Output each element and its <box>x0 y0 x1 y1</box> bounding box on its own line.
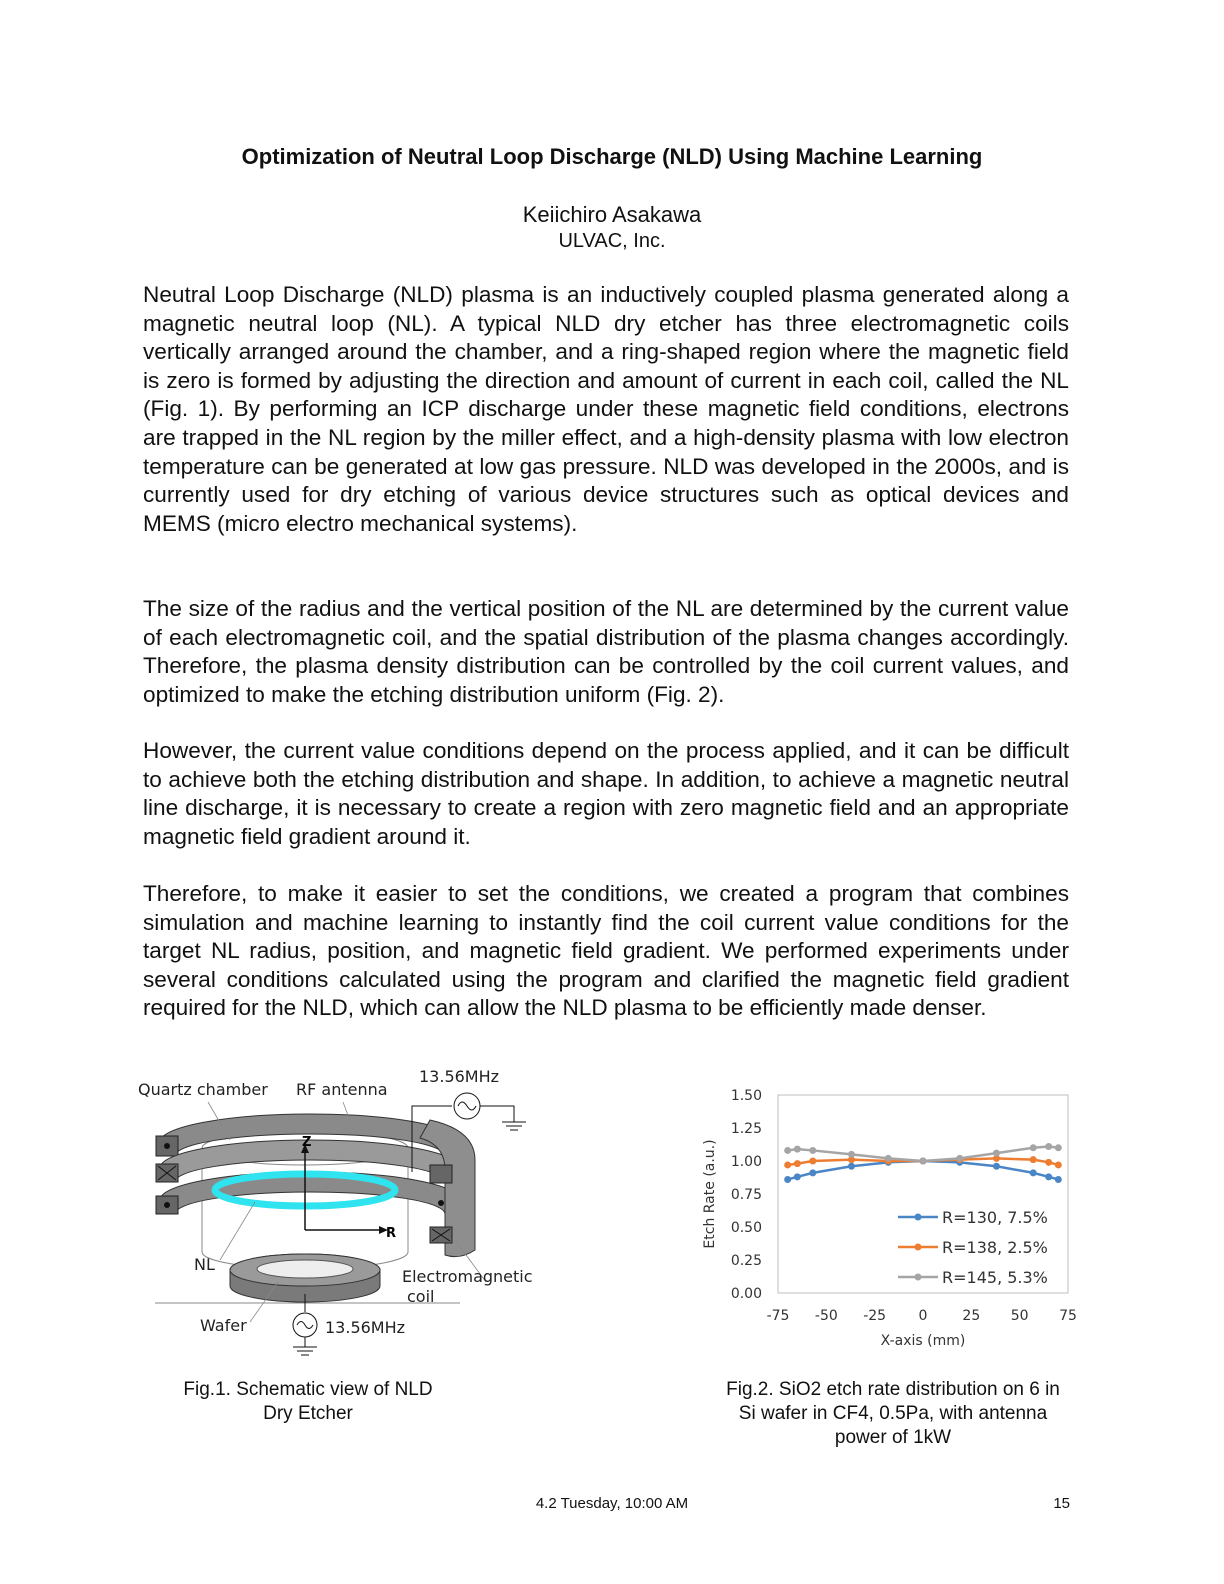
chart-x-axis-label: X-axis (mm) <box>880 1333 966 1349</box>
chart-data-point <box>885 1155 892 1162</box>
body-paragraph: Neutral Loop Discharge (NLD) plasma is an inductively coupled plasma generated along a magnetic neutral loop (NL). A typical NLD dry etcher has three electromagnetic coils vertically arranged around the chamber, and a ring-shaped region where the magnetic field is zero is formed by adjusting the direction and amount of current in each coil, called the NL (Fig. 1). By performing an ICP discharge under these magnetic field conditions, electrons are trapped in the NL region by the miller effect, and a high-density plasma with low electron temperature can be generated at low gas pressure. NLD was developed in the 2000s, and is currently used for dry etching of various device structures such as optical devices and MEMS (micro electro mechanical systems). <box>143 282 1069 536</box>
chart-data-point <box>1055 1144 1062 1151</box>
chart-legend-label: R=138, 2.5% <box>942 1238 1048 1257</box>
chart-data-point <box>809 1169 816 1176</box>
rf-frequency-bottom-label: 13.56MHz <box>325 1318 406 1337</box>
figure2-caption-line: Fig.2. SiO2 etch rate distribution on 6 in <box>726 1379 1060 1400</box>
chart-x-tick-label: -50 <box>814 1308 838 1324</box>
chart-data-point <box>794 1173 801 1180</box>
chart-x-tick-label: -25 <box>863 1308 887 1324</box>
rf-antenna-label: RF antenna <box>296 1080 388 1099</box>
quartz-chamber-label: Quartz chamber <box>138 1080 268 1099</box>
chart-data-point <box>794 1146 801 1153</box>
body-paragraph: Therefore, to make it easier to set the conditions, we created a program that combines simulation and machine learning to instantly find the coil current value conditions for the target NL radius, position, and magnetic field gradient. We performed experiments under several conditions calculated using the program and clarified the magnetic field gradient required for the NLD, which can allow the NLD plasma to be efficiently made denser. <box>143 881 1069 1021</box>
etch-rate-chart <box>690 1075 1100 1355</box>
coil-label-line2: coil <box>407 1287 435 1306</box>
chart-legend-label: R=145, 5.3% <box>942 1268 1048 1287</box>
chart-data-point <box>993 1163 1000 1170</box>
body-paragraph: However, the current value conditions depend on the process applied, and it can be difficult to achieve both the etching distribution and shape. In addition, to achieve a magnetic neutral line discharge, it is necessary to create a region with zero magnetic field and an appropriate magnetic field gradient around it. <box>143 738 1069 849</box>
chart-data-point <box>784 1176 791 1183</box>
wafer <box>257 1260 353 1278</box>
electromagnetic-coils <box>156 1114 475 1257</box>
chart-y-tick-label: 0.00 <box>730 1286 762 1302</box>
chart-y-tick-label: 0.25 <box>730 1253 762 1269</box>
body-paragraph: The size of the radius and the vertical position of the NL are determined by the current value of each electromagnetic coil, and the spatial distribution of the plasma changes accordingly. Therefore, the plasma density distribution can be controlled by the coil current values, and optimized to make the etching distribution uniform (Fig. 2). <box>143 596 1069 707</box>
chart-data-point <box>956 1155 963 1162</box>
chart-y-tick-label: 1.50 <box>730 1088 762 1104</box>
chart-y-tick-label: 0.50 <box>730 1220 762 1236</box>
chart-data-point <box>848 1163 855 1170</box>
rf-frequency-top-label: 13.56MHz <box>419 1067 500 1086</box>
chart-data-point <box>794 1160 801 1167</box>
chart-plot-area <box>778 1095 1068 1293</box>
chart-data-point <box>1030 1169 1037 1176</box>
chart-legend-marker <box>915 1244 922 1251</box>
footer-session: 4.2 Tuesday, 10:00 AM <box>535 1495 689 1512</box>
chart-data-point <box>784 1147 791 1154</box>
wafer-label: Wafer <box>200 1316 247 1335</box>
z-axis-label: Z <box>302 1135 312 1150</box>
figure1-caption <box>150 1378 466 1426</box>
chart-data-point <box>1045 1159 1052 1166</box>
nl-label: NL <box>194 1255 215 1274</box>
author-name: Keiichiro Asakawa <box>522 202 702 227</box>
figure2-caption-line: power of 1kW <box>834 1427 952 1448</box>
chart-data-point <box>920 1158 927 1165</box>
chart-y-tick-label: 0.75 <box>730 1187 762 1203</box>
chart-x-tick-label: 75 <box>1059 1308 1077 1324</box>
chart-data-point <box>784 1161 791 1168</box>
paper-title: Optimization of Neutral Loop Discharge (NLD) Using Machine Learning <box>241 144 983 169</box>
figure1-caption-line: Fig.1. Schematic view of NLD <box>183 1379 433 1400</box>
figure2-caption <box>700 1378 1086 1450</box>
chart-data-point <box>848 1151 855 1158</box>
chart-y-tick-label: 1.00 <box>730 1154 762 1170</box>
chart-legend-marker <box>915 1214 922 1221</box>
chart-data-point <box>1030 1144 1037 1151</box>
chart-x-tick-label: 25 <box>962 1308 981 1324</box>
chart-data-point <box>1055 1176 1062 1183</box>
footer-page-number: 15 <box>1053 1495 1070 1512</box>
chart-y-tick-label: 1.25 <box>730 1121 762 1137</box>
r-axis-label: R <box>386 1226 397 1241</box>
figure2-caption-line: Si wafer in CF4, 0.5Pa, with antenna <box>738 1403 1048 1424</box>
chart-legend-marker <box>915 1274 922 1281</box>
chart-data-point <box>1030 1156 1037 1163</box>
chart-data-point <box>993 1150 1000 1157</box>
chart-data-point <box>809 1147 816 1154</box>
chart-x-tick-label: 0 <box>918 1308 928 1324</box>
chart-legend-label: R=130, 7.5% <box>942 1208 1048 1227</box>
figure1-schematic <box>130 1060 550 1370</box>
chart-x-tick-label: -75 <box>766 1308 790 1324</box>
chart-data-point <box>809 1158 816 1165</box>
author-affiliation: ULVAC, Inc. <box>558 230 666 252</box>
coil-label-line1: Electromagnetic <box>402 1267 533 1286</box>
chart-y-axis-label: Etch Rate (a.u.) <box>702 1139 718 1249</box>
chart-data-point <box>1045 1173 1052 1180</box>
chart-data-point <box>1045 1143 1052 1150</box>
chart-data-point <box>1055 1161 1062 1168</box>
figure1-caption-line: Dry Etcher <box>263 1403 353 1424</box>
chart-x-tick-label: 50 <box>1010 1308 1029 1324</box>
